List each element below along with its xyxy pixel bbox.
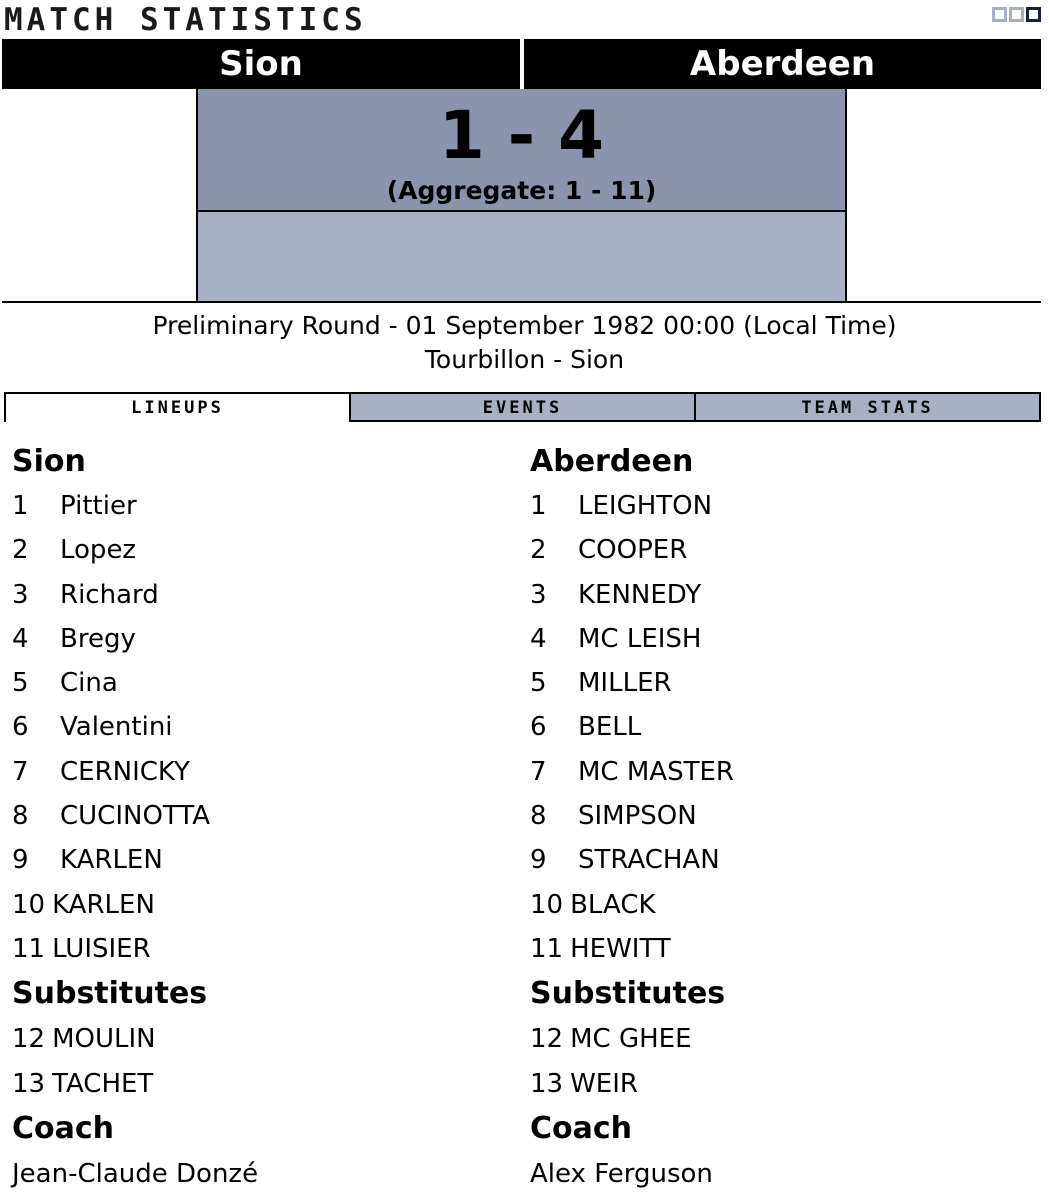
away-coach-name: Alex Ferguson xyxy=(530,1158,713,1189)
player-name: MC LEISH xyxy=(578,623,702,654)
player-number: 8 xyxy=(530,801,547,832)
player-number: 7 xyxy=(12,756,29,787)
player-name: CERNICKY xyxy=(60,756,190,787)
player-number: 4 xyxy=(12,623,29,654)
final-score: 1 - 4 xyxy=(438,97,605,174)
player-row xyxy=(12,617,512,661)
home-coach-name: Jean-Claude Donzé xyxy=(12,1158,259,1189)
player-name: Lopez xyxy=(60,535,137,566)
player-number: 6 xyxy=(530,712,547,743)
view-1-button[interactable] xyxy=(992,7,1007,22)
tab-bar xyxy=(4,392,1041,422)
player-row xyxy=(12,750,512,794)
substitute-row xyxy=(530,1062,1030,1106)
title-bar xyxy=(0,0,1049,38)
player-name: LUISIER xyxy=(52,933,151,964)
score-box xyxy=(196,89,847,302)
player-name: KENNEDY xyxy=(578,579,702,610)
substitute-row xyxy=(530,1017,1030,1061)
player-row xyxy=(530,927,1030,971)
player-name: COOPER xyxy=(578,535,688,566)
player-number: 4 xyxy=(530,623,547,654)
player-name: Bregy xyxy=(60,623,136,654)
round-date: Preliminary Round - 01 September 1982 00:00 (Local Time) xyxy=(152,311,897,340)
player-row xyxy=(12,484,512,528)
player-name: BLACK xyxy=(570,889,656,920)
player-name: MOULIN xyxy=(52,1024,156,1055)
away-lineup xyxy=(530,440,1030,1196)
player-name: MILLER xyxy=(578,668,672,699)
view-2-button[interactable] xyxy=(1009,7,1024,22)
player-row xyxy=(530,750,1030,794)
player-row xyxy=(530,528,1030,572)
away-coach-heading: Coach xyxy=(530,1110,633,1146)
player-name: MC GHEE xyxy=(570,1024,692,1055)
player-row xyxy=(12,794,512,838)
substitute-row xyxy=(12,1017,512,1061)
player-row xyxy=(530,661,1030,705)
player-number: 2 xyxy=(530,535,547,566)
player-name: SIMPSON xyxy=(578,801,697,832)
substitute-row xyxy=(12,1062,512,1106)
player-number: 12 xyxy=(12,1024,46,1055)
player-number: 1 xyxy=(12,491,29,521)
player-number: 3 xyxy=(530,579,547,610)
away-team-heading: Aberdeen xyxy=(530,444,694,479)
player-number: 7 xyxy=(530,756,547,787)
player-name: Cina xyxy=(60,668,118,699)
player-number: 8 xyxy=(12,801,29,832)
player-row xyxy=(12,705,512,749)
player-name: MC MASTER xyxy=(578,756,734,787)
player-number: 12 xyxy=(530,1024,564,1055)
aggregate-score: (Aggregate: 1 - 11) xyxy=(386,176,657,205)
player-name: KARLEN xyxy=(60,845,163,876)
player-name: WEIR xyxy=(570,1068,638,1099)
player-number: 13 xyxy=(12,1068,46,1099)
player-name: LEIGHTON xyxy=(578,491,713,521)
player-name: Pittier xyxy=(60,491,137,521)
player-name: CUCINOTTA xyxy=(60,801,210,832)
home-coach-heading: Coach xyxy=(12,1110,115,1146)
player-number: 13 xyxy=(530,1068,564,1099)
home-team-heading: Sion xyxy=(12,444,86,479)
away-team-name: Aberdeen xyxy=(689,44,876,84)
home-substitutes-heading: Substitutes xyxy=(12,976,208,1012)
view-3-button[interactable] xyxy=(1026,7,1041,22)
score-detail-panel xyxy=(198,212,845,302)
home-lineup xyxy=(12,440,512,1196)
player-number: 5 xyxy=(530,668,547,699)
player-number: 10 xyxy=(530,889,564,920)
tab-lineups[interactable]: LINEUPS xyxy=(4,392,351,422)
player-name: STRACHAN xyxy=(578,845,720,876)
player-number: 11 xyxy=(12,933,46,964)
player-name: Richard xyxy=(60,579,159,610)
away-substitutes-heading: Substitutes xyxy=(530,976,726,1012)
player-row xyxy=(530,705,1030,749)
player-row xyxy=(530,838,1030,882)
tab-events[interactable]: EVENTS xyxy=(349,392,696,422)
player-name: BELL xyxy=(578,712,642,743)
player-row xyxy=(12,927,512,971)
player-name: TACHET xyxy=(52,1068,154,1099)
player-number: 2 xyxy=(12,535,29,566)
player-number: 1 xyxy=(530,491,547,521)
player-number: 6 xyxy=(12,712,29,743)
player-row xyxy=(530,617,1030,661)
player-number: 3 xyxy=(12,579,29,610)
player-row xyxy=(530,573,1030,617)
player-number: 9 xyxy=(530,845,547,876)
player-name: HEWITT xyxy=(570,933,671,964)
player-row xyxy=(12,528,512,572)
home-team-name: Sion xyxy=(219,44,303,84)
team-bar xyxy=(2,39,1041,89)
player-number: 10 xyxy=(12,889,46,920)
player-row xyxy=(12,838,512,882)
player-number: 11 xyxy=(530,933,564,964)
player-row xyxy=(530,484,1030,528)
tab-team-stats[interactable]: TEAM STATS xyxy=(694,392,1041,422)
venue: Tourbillon - Sion xyxy=(424,345,625,374)
player-number: 9 xyxy=(12,845,29,876)
score-panel xyxy=(198,89,845,212)
player-name: Valentini xyxy=(60,712,173,743)
divider xyxy=(2,301,1041,303)
player-row xyxy=(12,883,512,927)
player-row xyxy=(530,794,1030,838)
page-title: MATCH STATISTICS xyxy=(4,2,367,38)
player-row xyxy=(530,883,1030,927)
player-row xyxy=(12,573,512,617)
view-switcher xyxy=(992,7,1041,22)
player-number: 5 xyxy=(12,668,29,699)
player-name: KARLEN xyxy=(52,889,155,920)
player-row xyxy=(12,661,512,705)
